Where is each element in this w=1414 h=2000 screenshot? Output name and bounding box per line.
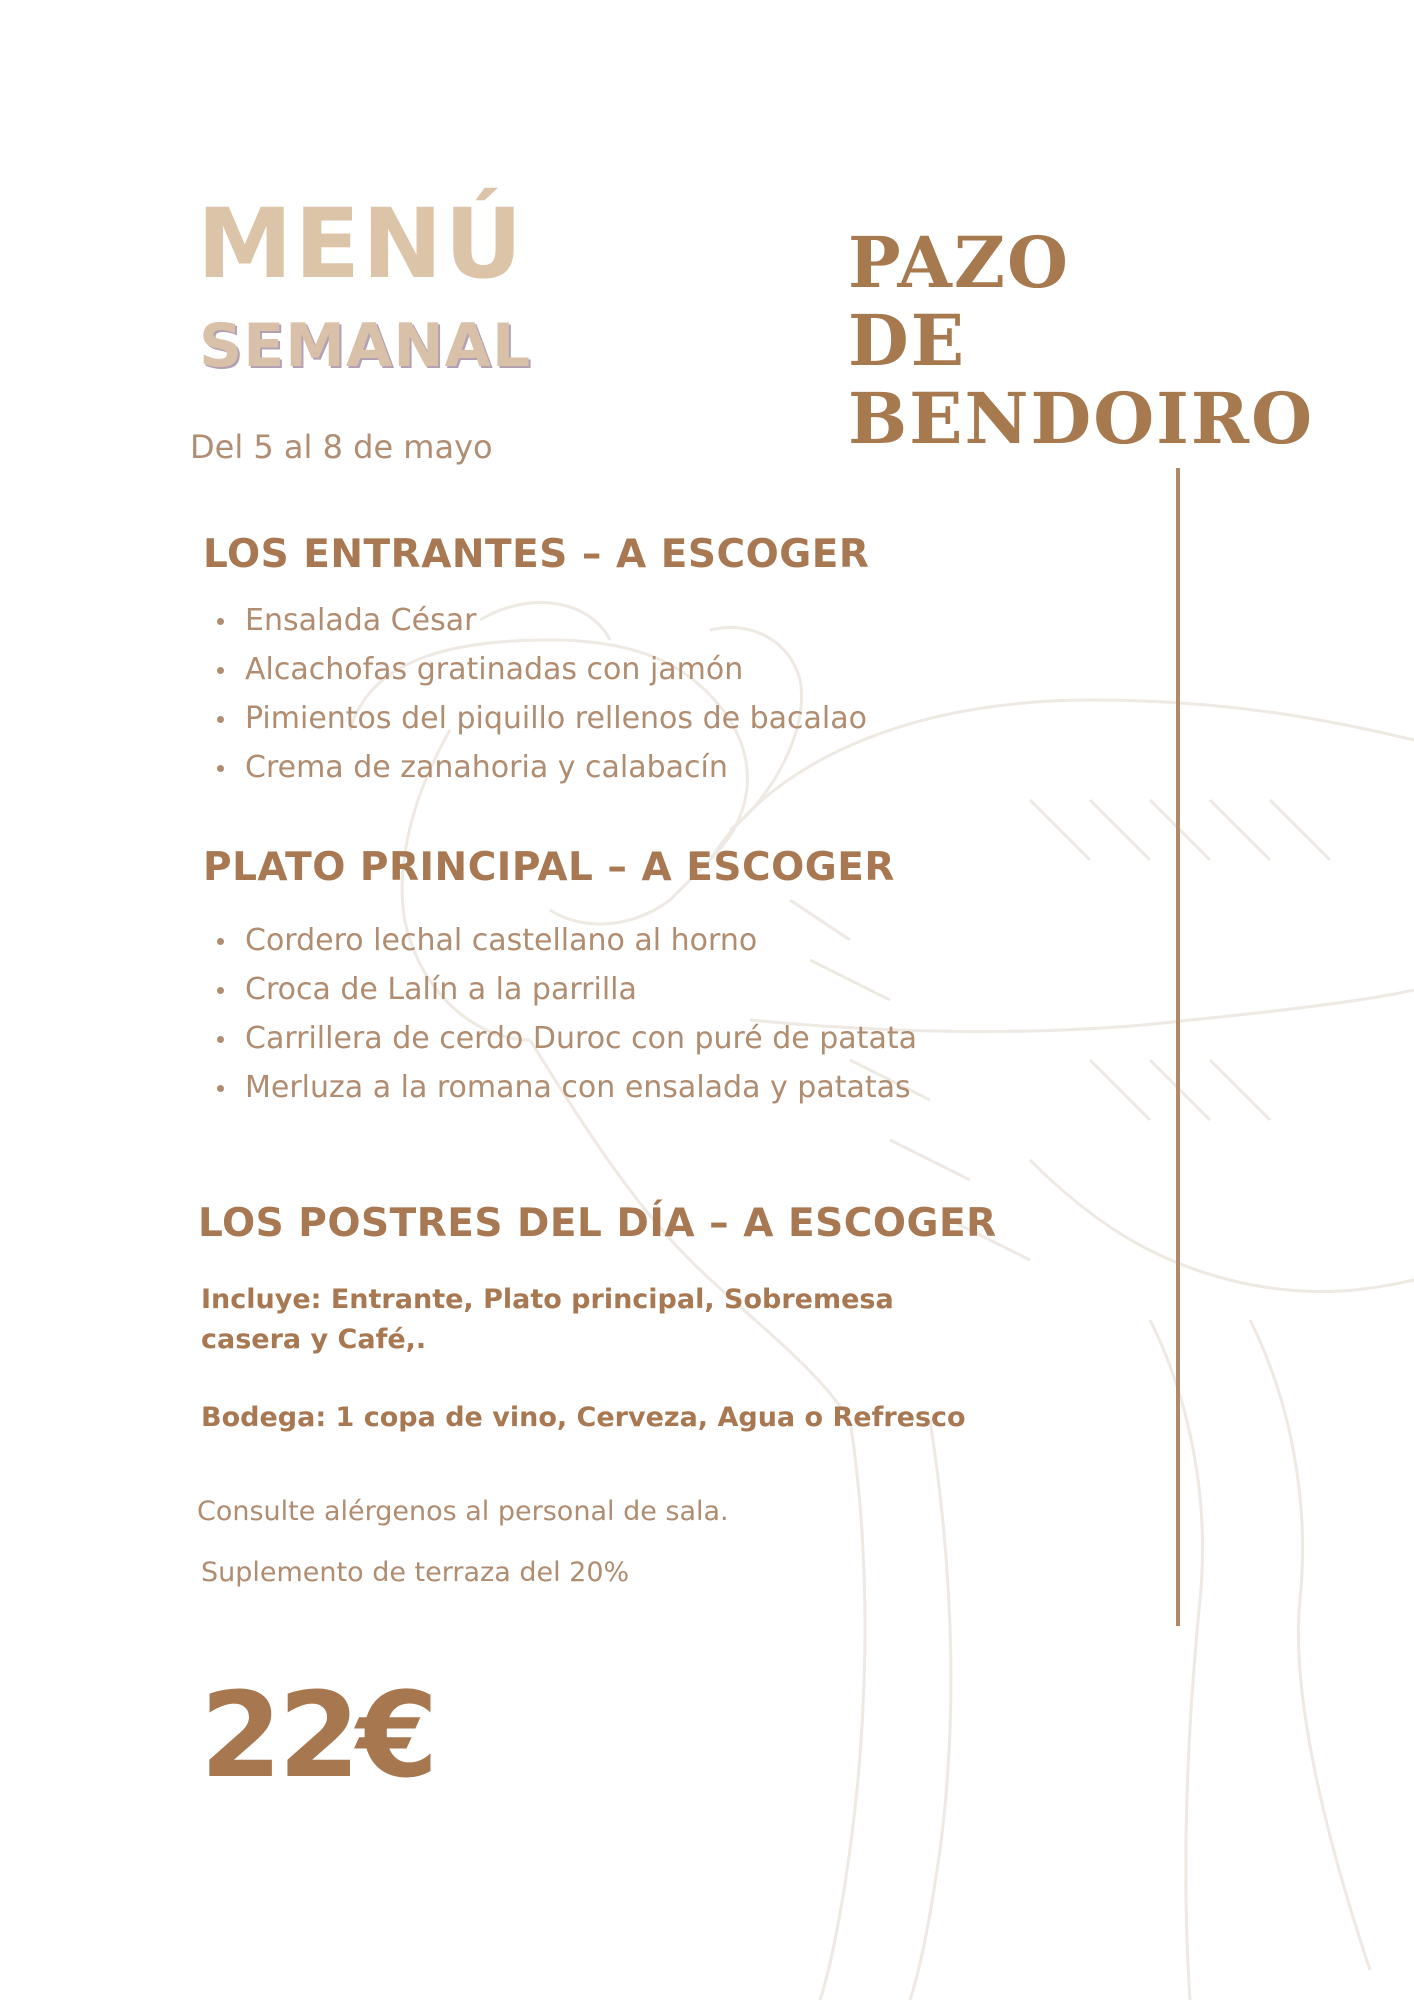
starters-list — [205, 596, 867, 792]
restaurant-logo — [848, 221, 1315, 460]
list-item: Alcachofas gratinadas con jamón — [245, 645, 867, 694]
terrace-note: Suplemento de terraza del 20% — [201, 1557, 630, 1588]
date-range: Del 5 al 8 de mayo — [190, 428, 493, 466]
list-item: Croca de Lalín a la parrilla — [245, 965, 917, 1014]
includes-line-1: Incluye: Entrante, Plato principal, Sobremesa — [201, 1284, 894, 1315]
includes-text — [201, 1280, 894, 1360]
list-item: Crema de zanahoria y calabacín — [245, 743, 867, 792]
menu-subtitle: SEMANAL — [199, 311, 532, 381]
includes-line-2: casera y Café,. — [201, 1324, 427, 1355]
menu-price: 22€ — [200, 1666, 435, 1804]
list-item: Pimientos del piquillo rellenos de bacalao — [245, 694, 867, 743]
list-item: Carrillera de cerdo Duroc con puré de patata — [245, 1014, 917, 1063]
desserts-heading: LOS POSTRES DEL DÍA – A ESCOGER — [198, 1201, 997, 1246]
drinks-text: Bodega: 1 copa de vino, Cerveza, Agua o Refresco — [201, 1402, 966, 1433]
mains-list — [205, 916, 917, 1112]
menu-title: MENÚ — [197, 188, 525, 300]
list-item: Ensalada César — [245, 596, 867, 645]
starters-heading: LOS ENTRANTES – A ESCOGER — [203, 532, 870, 577]
list-item: Merluza a la romana con ensalada y patatas — [245, 1063, 917, 1112]
allergens-note: Consulte alérgenos al personal de sala. — [197, 1496, 729, 1527]
logo-line-2: BENDOIRO — [848, 377, 1315, 460]
vertical-divider — [1176, 468, 1180, 1626]
logo-line-1: PAZO DE — [848, 221, 1070, 382]
list-item: Cordero lechal castellano al horno — [245, 916, 917, 965]
mains-heading: PLATO PRINCIPAL – A ESCOGER — [203, 845, 895, 890]
